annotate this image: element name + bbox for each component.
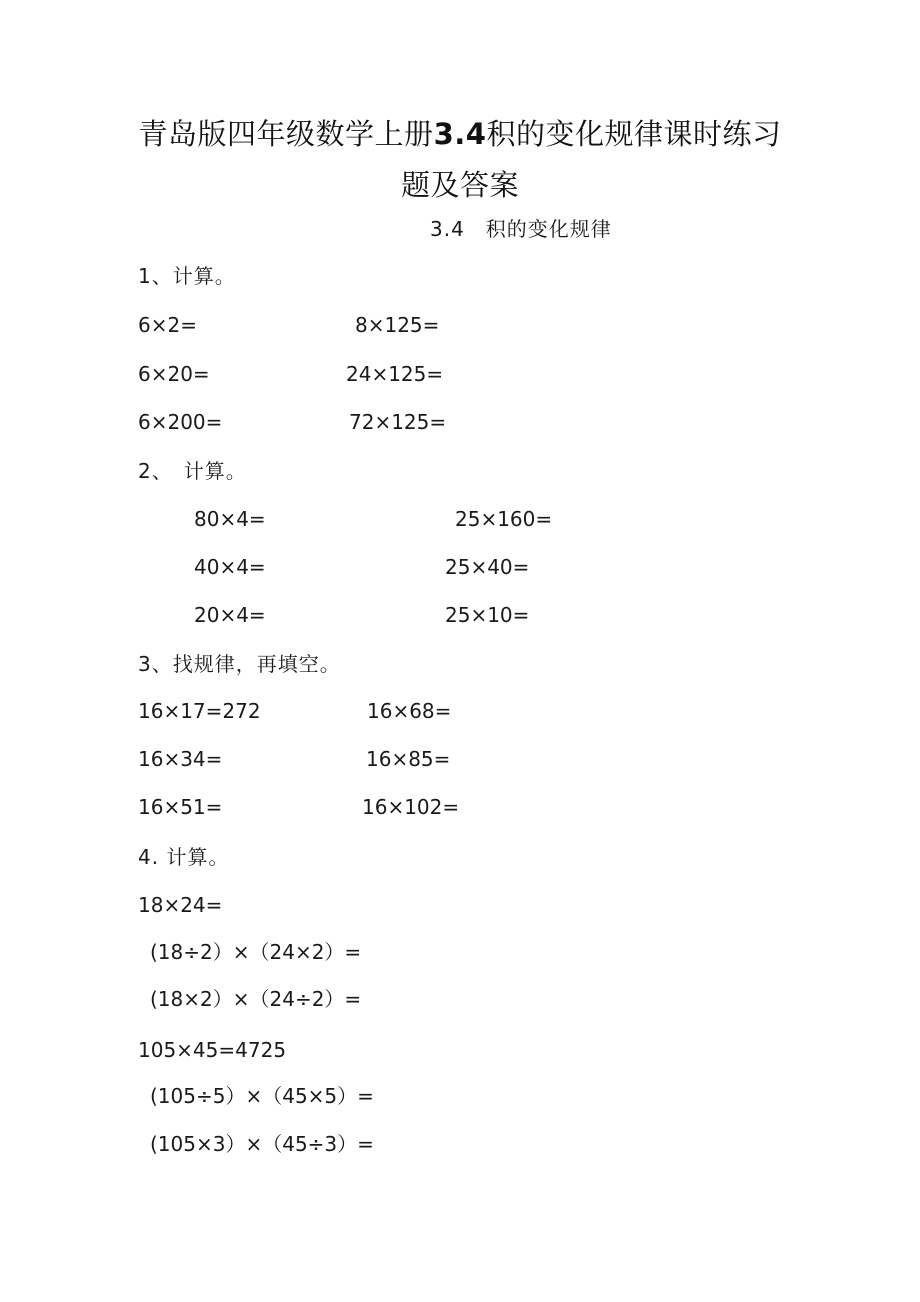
q2-right-1: 25×160= [455,507,553,531]
section-subtitle: 3.4 积的变化规律 [430,217,612,241]
q4-line-1: 18×24= [138,893,223,917]
q3-left-2: 16×34= [138,747,223,771]
q2-heading: 2、 计算。 [138,459,247,483]
title-part1: 青岛版四年级数学上册 [138,117,434,151]
q2-left-3: 20×4= [194,603,266,627]
q1-right-2: 24×125= [346,362,444,386]
q2-right-3: 25×10= [445,603,530,627]
q1-left-1: 6×2= [138,313,197,337]
q4-heading: 4. 计算。 [138,845,230,869]
q3-left-1: 16×17=272 [138,699,261,723]
q2-left-1: 80×4= [194,507,266,531]
q3-right-2: 16×85= [366,747,451,771]
title-part2: 积的变化规律课时练习 [486,117,782,151]
q3-right-1: 16×68= [367,699,452,723]
q2-left-2: 40×4= [194,555,266,579]
q3-left-3: 16×51= [138,795,223,819]
q4-line-4: 105×45=4725 [138,1038,287,1062]
title-section-number: 3.4 [433,117,487,151]
q3-heading: 3、找规律，再填空。 [138,652,341,676]
q1-left-2: 6×20= [138,362,210,386]
document-title-line2: 题及答案 [400,168,519,202]
q2-right-2: 25×40= [445,555,530,579]
q1-heading: 1、计算。 [138,264,236,288]
q4-line-3: (18×2）×（24÷2）= [150,987,362,1011]
q4-line-6: (105×3）×（45÷3）= [150,1132,374,1156]
document-title-line1 [0,114,920,154]
q1-right-1: 8×125= [355,313,440,337]
q1-left-3: 6×200= [138,410,223,434]
q4-line-2: (18÷2）×（24×2）= [150,940,362,964]
q4-line-5: (105÷5）×（45×5）= [150,1084,374,1108]
q3-right-3: 16×102= [362,795,460,819]
q1-right-3: 72×125= [349,410,447,434]
